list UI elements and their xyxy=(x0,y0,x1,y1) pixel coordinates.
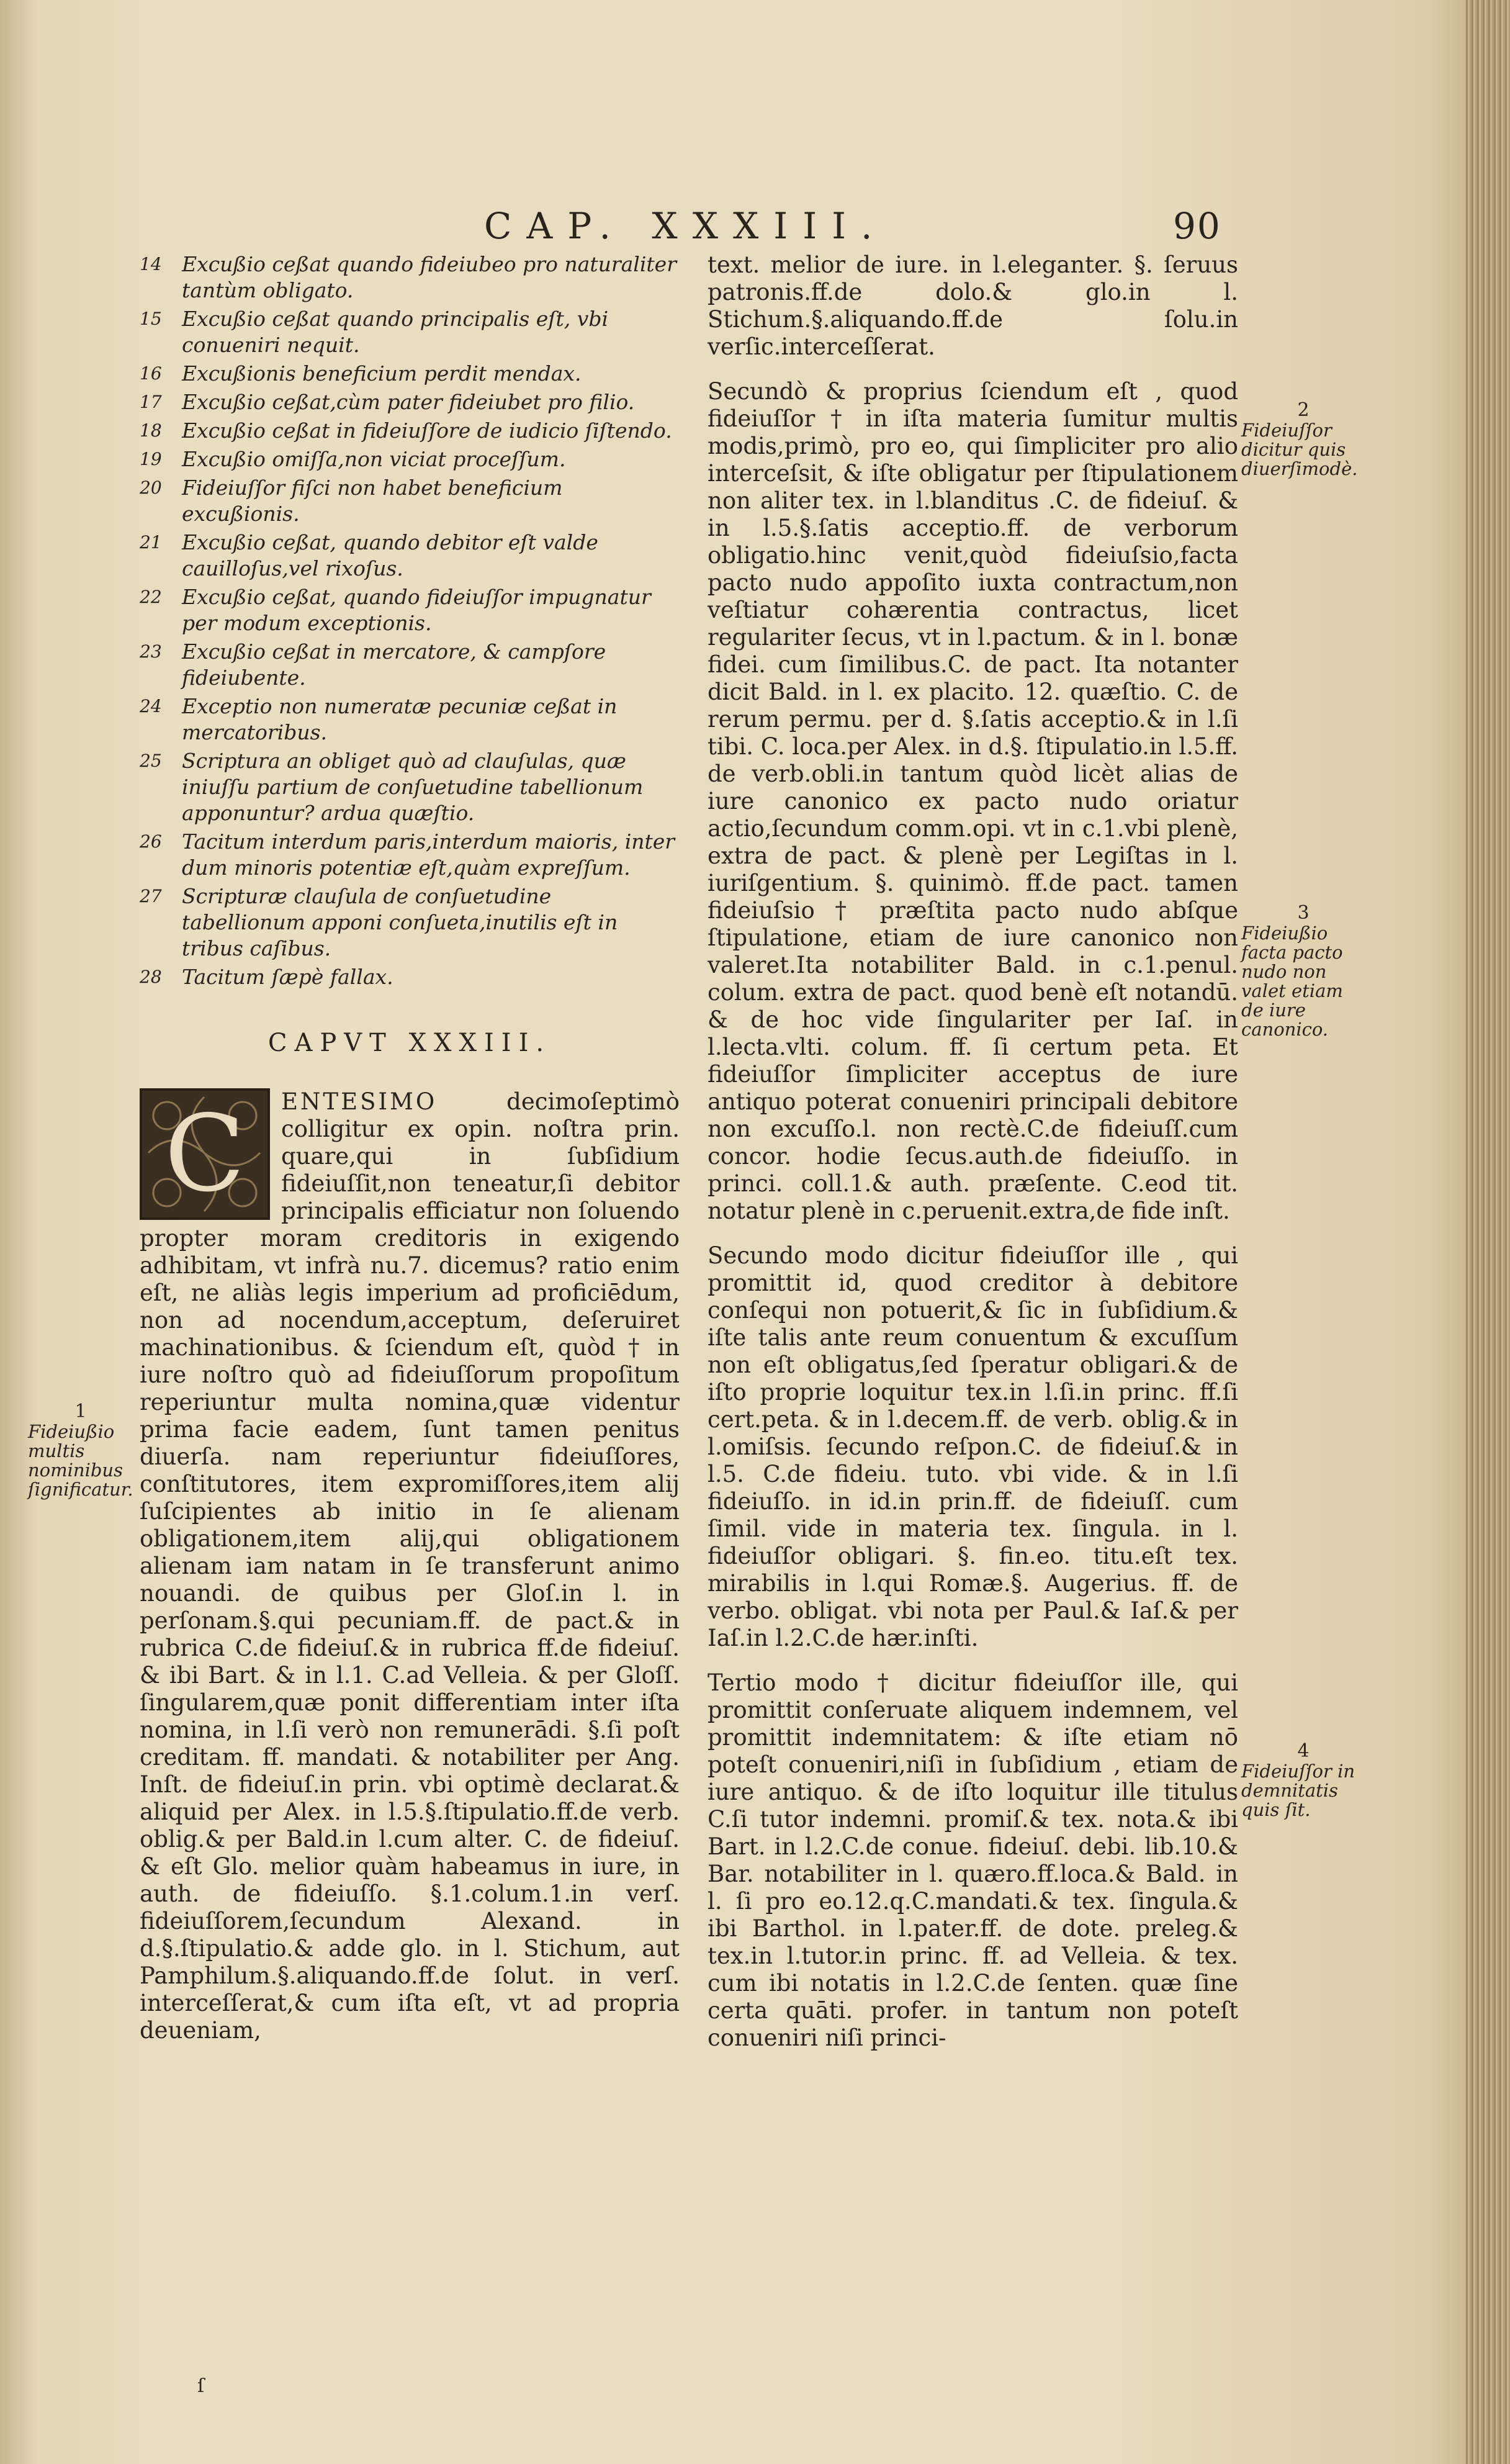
page-number: 90 xyxy=(1173,205,1221,247)
summary-item: 22 Excußio ceßat, quando fideiuſſor impugnatur per modum exceptionis. xyxy=(140,585,651,635)
margin-note: 3 Fideiußio facta pacto nudo non valet etiam de iure canonico. xyxy=(1241,902,1343,1040)
summary-item: 21 Excußio ceßat, quando debitor eſt valde cauilloſus,vel rixoſus. xyxy=(140,530,598,580)
margin-note: 1 Fideiußio multis nominibus ſignificatur. xyxy=(28,1401,133,1500)
summary-item: 23 Excußio ceßat in mercatore, & campſore fideiubente. xyxy=(140,639,606,690)
caput-heading: CAPVT XXXIII. xyxy=(267,1029,552,1057)
body-paragraph: ENTESIMO decimoſeptimò colligitur ex opin. noſtra prin. quare,qui in ſubſidium fideiuſſit,non teneatur,ſi debitor principalis efficiatur non ſoluendo propter moram creditoris in exigendo adhibitam, vt infrà nu.7. dicemus? ratio enim eſt, ne aliàs legis imperium ad proficiēdum, non ad nocendum,acceptum, deſeruiret machinationibus. & ſciendum eſt, quòd † in iure noſtro quò ad fideiuſſorum propoſitum reperiuntur multa nomina,quæ videntur prima facie eadem, ſunt tamen penitus diuerſa. nam reperiuntur fideiuſſores, conſtitutores, item expromiſſores,item alij ſuſcipientes ab initio in ſe alienam obligationem,item alij,qui obligationem alienam iam natam in ſe transferunt animo nouandi. de quibus per Gloſ.in l. in perſonam.§.qui pecuniam.ff. de pact.& in rubrica C.de fideiuſ.& in rubrica ff.de fideiuſ. & ibi Bart. & in l.1. C.ad Velleia. & per Gloſſ. ſingularem,quæ ponit differentiam inter iſta nomina, in l.ſi verò non remunerādi. §.ſi poſt creditam. ff. mandati. & notabiliter per Ang. Inſt. de fideiuſ.in prin. vbi optimè declarat.& aliquid per Alex. in l.5.§.ſtipulatio.ff.de verb. oblig.& per Bald.in l.cum alter. C. de fideiuſ. & eſt Glo. melior quàm habeamus in iure, in auth. de fideiuſſo. §.1.colum.1.in verſ. fideiuſſorem,ſecundum Alexand. in d.§.ſtipulatio.& adde glo. in l. Stichum, aut Pamphilum.§.aliquando.ff.de ſolut. in verſ. interceſſerat,& cum iſta eſt, vt ad propria deueniam, xyxy=(140,1088,680,2044)
summary-item: 15 Excußio ceßat quando principalis eſt, vbi conueniri nequit. xyxy=(140,307,609,357)
chapter-title: CAP. XXXIII. xyxy=(484,205,888,247)
body-paragraph: text. melior de iure. in l.eleganter. §. ſeruus patronis.ff.de dolo.& glo.in l. Stichum.§.aliquando.ff.de ſolu.in verſic.interceſſerat. xyxy=(708,251,1238,360)
summary-item: 20 Fideiuſſor fiſci non habet beneficium excußionis. xyxy=(140,476,563,526)
margin-note: 4 Fideiuſſor in demnitatis quis ſit. xyxy=(1241,1740,1355,1820)
summary-item: 24 Exceptio non numeratæ pecuniæ ceßat in mercatoribus. xyxy=(140,694,618,744)
summary-item: 27 Scripturæ clauſula de conſuetudine tabellionum apponi conſueta,inutilis eſt in tribus caſibus. xyxy=(140,884,618,960)
summary-item: 17 Excußio ceßat,cùm pater fideiubet pro filio. xyxy=(140,390,635,414)
page-edge xyxy=(1466,0,1510,2464)
initial-letter: C xyxy=(164,1093,246,1216)
summary-item: 18 Excußio ceßat in fideiuſſore de iudicio ſiſtendo. xyxy=(140,418,672,443)
left-body-text xyxy=(140,1088,680,2044)
summary-item: 25 Scriptura an obliget quò ad clauſulas, quæ iniuſſu partium de conſuetudine tabellionum apponuntur? ardua quæſtio. xyxy=(140,749,644,825)
decorated-initial xyxy=(140,1088,270,1220)
footer-mark: ſ xyxy=(197,2375,205,2397)
summary-item: 16 Excußionis beneficium perdit mendax. xyxy=(140,361,582,386)
summary-item: 14 Excußio ceßat quando fideiubeo pro naturaliter tantùm obligato. xyxy=(140,252,676,302)
body-paragraph: Secundò & proprius ſciendum eſt , quod fideiuſſor † in iſta materia ſumitur multis modis,primò, pro eo, qui ſimpliciter pro alio interceſsit, & iſte obligatur per ſtipulationem non aliter tex. in l.blanditus .C. de fideiuſ. & in l.5.§.ſatis acceptio.ff. de verborum obligatio.hinc venit,quòd fideiuſsio,facta pacto nudo appoſito iuxta contractum,non veſtiatur cohærentia contractus, licet regulariter ſecus, vt in l.pactum. & in l. bonæ fidei. cum ſimilibus.C. de pact. Ita notanter dicit Bald. in l. ex placito. 12. quæſtio. C. de rerum permu. per d. §.ſatis acceptio.& in l.ſi tibi. C. loca.per Alex. in d.§. ſtipulatio.in l.5.ff. de verb.obli.in tantum quòd licèt alias de iure canonico ex pacto nudo oriatur actio,ſecundum comm.opi. vt in c.1.vbi plenè, extra de pact. & plenè per Legiſtas in l. iuriſgentium. §. quinimò. ff.de pact. tamen fideiuſsio † præſtita pacto nudo abſque ſtipulatione, etiam de iure canonico non valeret.Ita notabiliter Bald. in c.1.penul. colum. extra de pact. quod benè eſt notandū. & de hoc vide ſingulariter per Iaſ. in l.lecta.vlti. colum. ff. ſi certum peta. Et fideiuſſor ſimpliciter acceptus de iure antiquo poterat conueniri principali debitore non excuſſo.l. non rectè.C.de fideiuſſ.cum concor. hodie ſecus.auth.de fideiuſſo. in princi. coll.1.& auth. præſente. C.eod tit. notatur plenè in c.peruenit.extra,de fide inſt. xyxy=(708,378,1238,1224)
running-header xyxy=(484,205,1229,248)
summary-item: 28 Tacitum ſæpè fallax. xyxy=(140,965,393,989)
summary-item: 19 Excußio omiſſa,non viciat proceſſum. xyxy=(140,447,566,471)
body-paragraph: Secundo modo dicitur fideiuſſor ille , qui promittit id, quod creditor à debitore conſequi non potuerit,& ſic in ſubſidium.& iſte talis ante reum conuentum & excuſſum non eſt obligatus,ſed ſperatur obligari.& de iſto proprie loquitur tex.in l.ſi.in princ. ff.ſi cert.peta. & in l.decem.ff. de verb. oblig.& in l.omiſsis. ſecundo reſpon.C. de fideiuſ.& in l.5. C.de fideiu. tuto. vbi vide. & in l.ſi fideiuſſo. in id.in prin.ff. de fideiuſſ. cum ſimil. vide in materia tex. ſingula. in l. fideiuſſor obligari. §. fin.eo. titu.eſt tex. mirabilis in l.qui Romæ.§. Augerius. ff. de verbo. obligat. vbi nota per Paul.& Iaſ.& per Iaſ.in l.2.C.de hær.inſti. xyxy=(708,1242,1238,1651)
left-column xyxy=(140,251,680,2062)
summary-list xyxy=(140,251,680,990)
body-paragraph: Tertio modo † dicitur fideiuſſor ille, qui promittit conſeruate aliquem indemnem, vel promittit indemnitatem: & iſte etiam nō poteſt conueniri,niſi in ſubſidium , etiam de iure antiquo. & de iſto loquitur ille titulus C.ſi tutor indemni. promiſ.& tex. nota.& ibi Bart. in l.2.C.de conue. fideiuſ. debi. lib.10.& Bar. notabiliter in l. quæro.ff.loca.& Bald. in l. ſi pro eo.12.q.C.mandati.& tex. ſingula.& ibi Barthol. in l.pater.ff. de dote. preleg.& tex.in l.tutor.in princ. ff. ad Velleia. & tex. cum ibi notatis in l.2.C.de ſenten. quæ ſine certa quāti. profer. in tantum non poteſt conueniri niſi princi- xyxy=(708,1669,1238,2051)
summary-item: 26 Tacitum interdum paris,interdum maioris, inter dum minoris potentiæ eſt,quàm expreſſum. xyxy=(140,829,675,880)
margin-note: 2 Fideiuſſor dicitur quis diuerſimodè. xyxy=(1241,399,1358,479)
right-column xyxy=(708,251,1238,2069)
